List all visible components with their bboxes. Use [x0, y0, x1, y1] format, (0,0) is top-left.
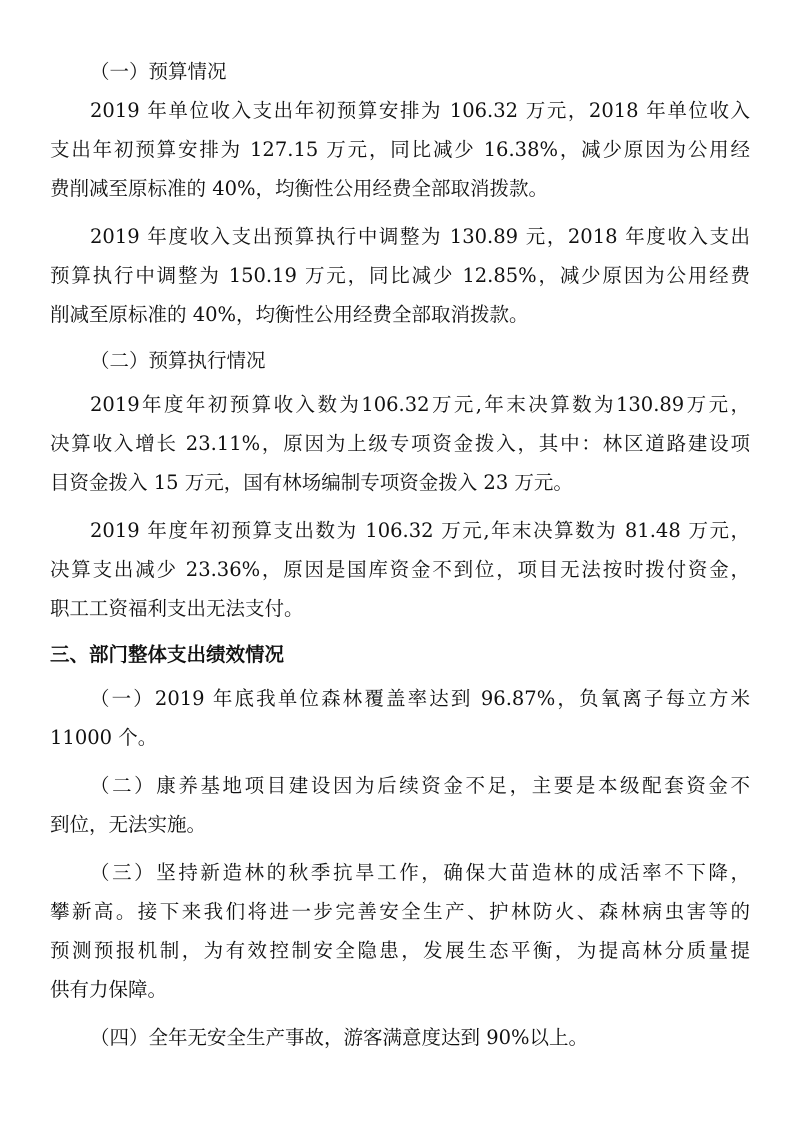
- paragraph-line: 到位，无法实施。: [50, 813, 207, 836]
- paragraph-line: 供有力保障。: [50, 978, 168, 1001]
- paragraph-line: 2019年度年初预算收入数为106.32万元,年末决算数为130.89万元，: [90, 393, 750, 416]
- paragraph-line: 支出年初预算安排为 127.15 万元，同比减少 16.38%，减少原因为公用经: [50, 138, 750, 161]
- paragraph-line: （三）坚持新造林的秋季抗旱工作，确保大苗造林的成活率不下降，: [90, 861, 750, 884]
- paragraph-line: 预算执行中调整为 150.19 万元，同比减少 12.85%，减少原因为公用经费: [50, 264, 750, 287]
- paragraph-line: 2019 年度年初预算支出数为 106.32 万元,年末决算数为 81.48 万元，: [90, 519, 750, 542]
- execution-heading: （二）预算执行情况: [90, 349, 266, 372]
- paragraph-line: 预测预报机制，为有效控制安全隐患，发展生态平衡，为提高林分质量提: [50, 939, 750, 962]
- paragraph-line: 2019 年单位收入支出年初预算安排为 106.32 万元，2018 年单位收入: [90, 99, 750, 122]
- paragraph-line: 目资金拨入 15 万元，国有林场编制专项资金拨入 23 万元。: [50, 471, 573, 494]
- paragraph-line: 攀新高。接下来我们将进一步完善安全生产、护林防火、森林病虫害等的: [50, 900, 750, 923]
- paragraph-line: （二）康养基地项目建设因为后续资金不足，主要是本级配套资金不: [90, 774, 750, 797]
- paragraph-line: 2019 年度收入支出预算执行中调整为 130.89 元，2018 年度收入支出: [90, 225, 750, 248]
- budget-heading: （一）预算情况: [90, 60, 227, 83]
- paragraph-line: 11000 个。: [50, 726, 158, 749]
- paragraph-line: 削减至原标准的 40%，均衡性公用经费全部取消拨款。: [50, 303, 529, 326]
- paragraph-line: （四）全年无安全生产事故，游客满意度达到 90%以上。: [90, 1026, 589, 1049]
- paragraph-line: 决算支出减少 23.36%，原因是国库资金不到位，项目无法按时拨付资金，: [50, 558, 750, 581]
- paragraph-line: 决算收入增长 23.11%，原因为上级专项资金拨入，其中：林区道路建设项: [50, 432, 750, 455]
- paragraph-line: （一）2019 年底我单位森林覆盖率达到 96.87%，负氧离子每立方米: [90, 687, 750, 710]
- performance-heading: 三、部门整体支出绩效情况: [50, 643, 285, 666]
- paragraph-line: 职工工资福利支出无法支付。: [50, 597, 304, 620]
- paragraph-line: 费削减至原标准的 40%，均衡性公用经费全部取消拨款。: [50, 177, 549, 200]
